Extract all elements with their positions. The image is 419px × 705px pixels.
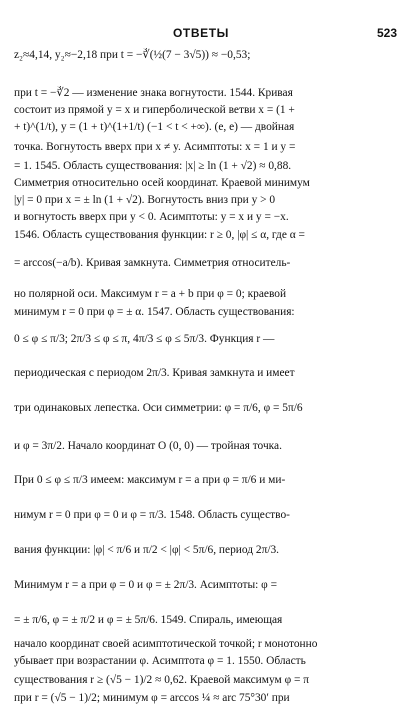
text-line: начало координат своей асимптотической точкой; r монотонно (14, 638, 318, 650)
text-line: периодическая с периодом 2π/3. Кривая замкнута и имеет (14, 367, 295, 379)
text-line: z₂≈4,14, y₂≈−2,18 при t = −∛(½(7 − 3√5)) ≈ −0,53; (14, 49, 251, 61)
page-number: 523 (376, 26, 397, 40)
text-line: При 0 ≤ φ ≤ π/3 имеем: максимум r = a при φ = π/6 и ми- (14, 474, 286, 486)
text-line: состоит из прямой y = x и гиперболической ветви x = (1 + (14, 104, 295, 116)
text-line: вания функции: |φ| < π/6 и π/2 < |φ| < 5π/6, период 2π/3. (14, 544, 280, 556)
text-line: 1546. Область существования функции: r ≥ 0, |φ| ≤ α, где α = (14, 229, 305, 241)
text-line: = ± π/6, φ = ± π/2 и φ = ± 5π/6. 1549. Спираль, имеющая (14, 614, 283, 626)
text-line: 0 ≤ φ ≤ π/3; 2π/3 ≤ φ ≤ π, 4π/3 ≤ φ ≤ 5π/3. Функция r — (14, 333, 275, 345)
text-line: нимум r = 0 при φ = 0 и φ = π/3. 1548. Область существо- (14, 509, 290, 521)
text-line: Симметрия относительно осей координат. Краевой минимум (14, 177, 310, 189)
text-line: + t)^(1/t), y = (1 + t)^(1+1/t) (−1 < t < +∞). (e, e) — двойная (14, 121, 295, 133)
text-line: минимум r = 0 при φ = ± α. 1547. Область существования: (14, 306, 295, 318)
text-line: существования r ≥ (√5 − 1)/2 ≈ 0,62. Краевой максимум φ = π (14, 674, 310, 686)
text-line: при t = −∛2 — изменение знака вогнутости. 1544. Кривая (14, 87, 293, 99)
text-line: три одинаковых лепестка. Оси симметрии: φ = π/6, φ = 5π/6 (14, 402, 303, 414)
page-header (0, 26, 419, 44)
text-line: но полярной оси. Максимум r = a + b при φ = 0; краевой (14, 288, 287, 300)
text-line: = 1. 1545. Область существования: |x| ≥ ln (1 + √2) ≈ 0,88. (14, 160, 292, 172)
text-line: Минимум r = a при φ = 0 и φ = ± 2π/3. Асимптоты: φ = (14, 579, 278, 591)
text-line: при r = (√5 − 1)/2; минимум φ = arccos ¼ ≈ arc 75°30′ при (14, 692, 290, 704)
text-line: |y| = 0 при x = ± ln (1 + √2). Вогнутость вниз при y > 0 (14, 194, 276, 206)
text-line: и φ = 3π/2. Начало координат O (0, 0) — тройная точка. (14, 440, 282, 452)
text-line: = arccos(−a/b). Кривая замкнута. Симметрия относитель- (14, 257, 291, 269)
text-line: и вогнутость вверх при y < 0. Асимптоты: y = x и y = −x. (14, 211, 289, 223)
text-line: точка. Вогнутость вверх при x ≠ y. Асимптоты: x = 1 и y = (14, 141, 296, 153)
running-head: ОТВЕТЫ (173, 26, 230, 40)
text-line: убывает при возрастании φ. Асимптота φ = 1. 1550. Область (14, 655, 306, 667)
